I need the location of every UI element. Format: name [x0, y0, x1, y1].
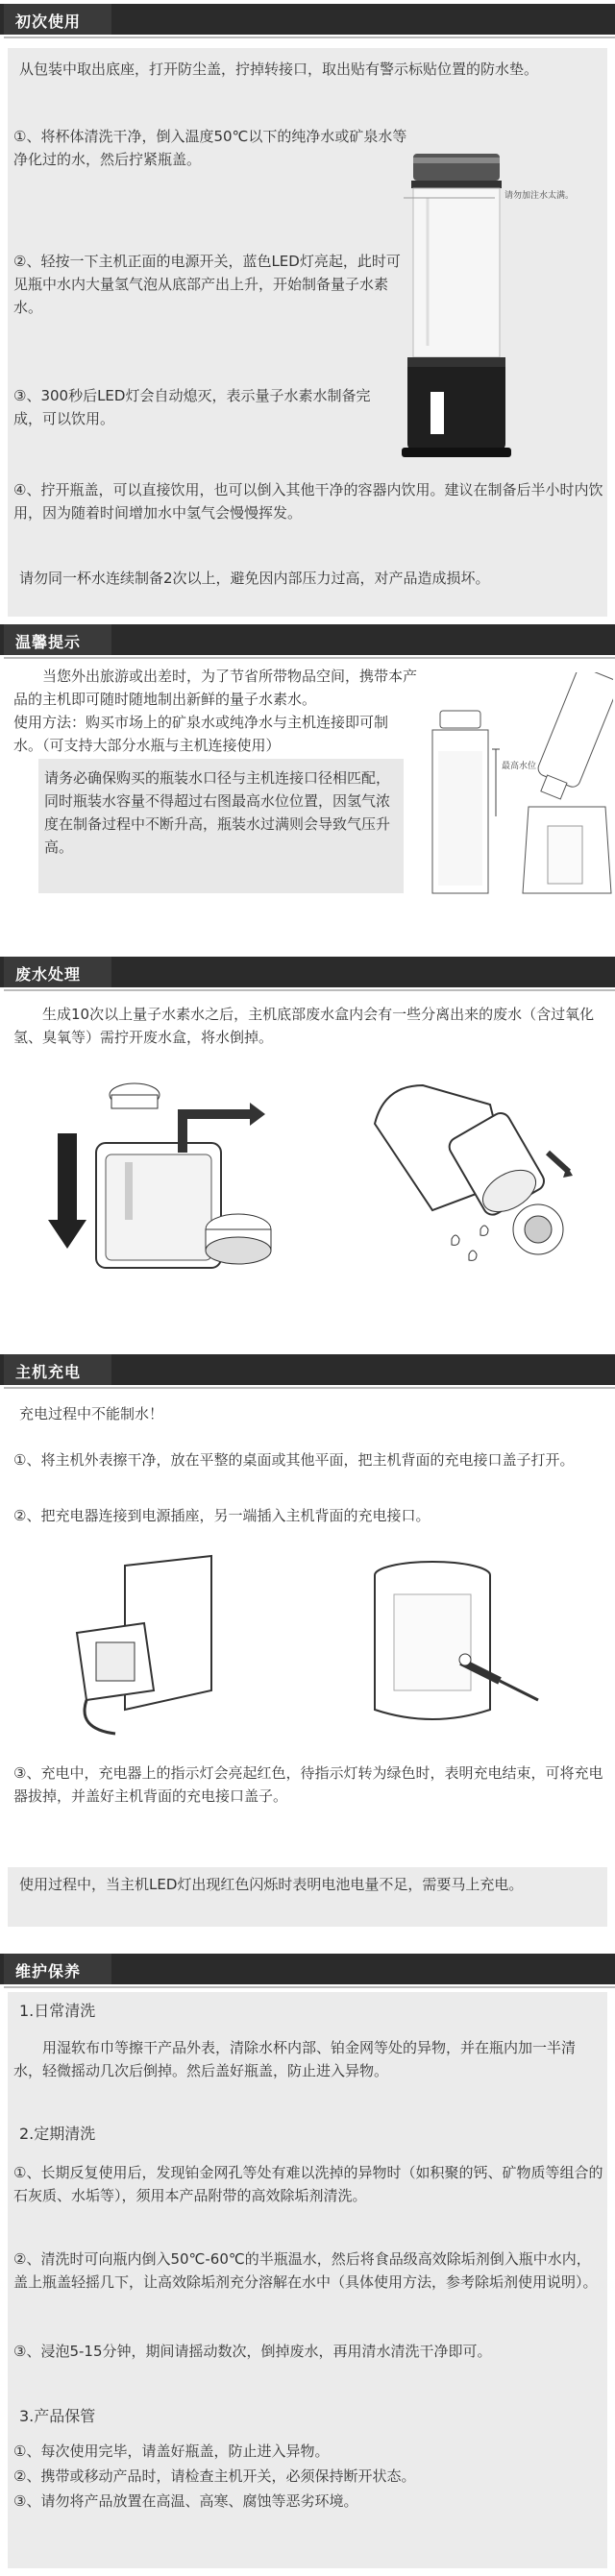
waste-water-pouring-illustration — [346, 1066, 596, 1287]
section-title: 维护保养 — [15, 1962, 82, 1981]
hydrogen-bottle-illustration — [384, 144, 605, 466]
waste-text: 生成10次以上量子水素水之后，主机底部废水盒内会有一些分离出来的废水（含过氧化氢、臭氧等）需拧开废水盒，将水倒掉。 — [13, 1006, 595, 1046]
daily-cleaning-text: 用湿软布巾等擦干产品外表，清除水杯内部、铂金网等处的异物，并在瓶内加一半清水，轻微摇动几次后倒掉。然后盖好瓶盖，防止进入异物。 — [13, 2039, 577, 2079]
charging-note: 使用过程中，当主机LED灯出现红色闪烁时表明电池电量不足，需要马上充电。 — [19, 1876, 524, 1893]
periodic-cleaning-title: 2.定期清洗 — [19, 2125, 96, 2143]
tips-note-text: 请务必确保购买的瓶装水口径与主机连接口径相匹配，同时瓶装水容量不得超过右图最高水位位置，因氢气浓度在制备过程中不断升高，瓶装水过满则会导致气压升高。 — [44, 769, 391, 856]
periodic-cleaning-2: ②、清洗时可向瓶内倒入50℃-60℃的半瓶温水，然后将食品级高效除垢剂倒入瓶中水内，盖上瓶盖轻摇几下，让高效除垢剂充分溶解在水中（具体使用方法，参考除垢剂使用说明）。 — [13, 2250, 598, 2291]
first-use-step-1: ①、将杯体清洗干净，倒入温度50℃以下的纯净水或矿泉水等净化过的水，然后拧紧瓶盖。 — [13, 128, 407, 168]
bottle-fill-warning: 请勿加注水太满。 — [504, 191, 575, 201]
storage-item-1: ①、每次使用完毕，请盖好瓶盖，防止进入异物。 — [13, 2442, 330, 2460]
first-use-intro: 从包装中取出底座，打开防尘盖，拧掉转接口，取出贴有警示标贴位置的防水垫。 — [19, 61, 539, 78]
max-water-level-label: 最高水位 — [502, 762, 537, 771]
storage-item-3: ③、请勿将产品放置在高温、高寒、腐蚀等恶劣环境。 — [13, 2492, 358, 2510]
charging-warning: 充电过程中不能制水！ — [19, 1405, 164, 1422]
section-header-first-use — [0, 4, 615, 35]
section-title: 废水处理 — [15, 965, 82, 984]
waste-box-removal-illustration — [38, 1066, 308, 1287]
section-header-charging — [0, 1354, 615, 1385]
section-header-maintenance — [0, 1954, 615, 1984]
daily-cleaning-title: 1.日常清洗 — [19, 2002, 96, 2020]
tips-para-1: 当您外出旅游或出差时，为了节省所带物品空间，携带本产品的主机即可随时随地制出新鲜的量子水素水。 — [13, 668, 418, 708]
charging-step-1: ①、将主机外表擦干净，放在平整的桌面或其他平面，把主机背面的充电接口盖子打开。 — [13, 1451, 575, 1469]
first-use-step-4: ④、拧开瓶盖，可以直接饮用，也可以倒入其他干净的容器内饮用。建议在制备后半小时内饮用，因为随着时间增加水中氢气会慢慢挥发。 — [13, 481, 603, 522]
bottled-water-illustration — [421, 672, 613, 903]
charging-port-illustration — [346, 1546, 557, 1738]
first-use-warning: 请勿同一杯水连续制备2次以上，避免因内部压力过高，对产品造成损坏。 — [19, 570, 490, 587]
periodic-cleaning-1: ①、长期反复使用后，发现铂金网孔等处有难以洗掉的异物时（如积聚的钙、矿物质等组合的石灰质、水垢等），须用本产品附带的高效除垢剂清洗。 — [13, 2164, 603, 2204]
first-use-step-3: ③、300秒后LED灯会自动熄灭，表示量子水素水制备完成，可以饮用。 — [13, 387, 371, 427]
storage-title: 3.产品保管 — [19, 2407, 96, 2425]
section-title: 初次使用 — [15, 12, 82, 31]
storage-item-2: ②、携带或移动产品时，请检查主机开关，必须保持断开状态。 — [13, 2467, 416, 2485]
wall-outlet-charger-illustration — [58, 1546, 250, 1738]
section-header-waste — [0, 957, 615, 987]
section-title: 主机充电 — [15, 1363, 82, 1381]
tips-para-2: 使用方法：购买市场上的矿泉水或纯净水与主机连接即可制水。（可支持大部分水瓶与主机连接使用） — [13, 714, 389, 754]
charging-step-2: ②、把充电器连接到电源插座，另一端插入主机背面的充电接口。 — [13, 1507, 430, 1524]
periodic-cleaning-3: ③、浸泡5-15分钟，期间请摇动数次，倒掉废水，再用清水清洗干净即可。 — [13, 2343, 492, 2360]
first-use-step-2: ②、轻按一下主机正面的电源开关，蓝色LED灯亮起，此时可见瓶中水内大量氢气泡从底部产出上升，开始制备量子水素水。 — [13, 253, 401, 316]
section-header-tips — [0, 624, 615, 655]
section-title: 温馨提示 — [15, 633, 82, 651]
charging-step-3: ③、充电中，充电器上的指示灯会亮起红色，待指示灯转为绿色时，表明充电结束，可将充电器拔掉，并盖好主机背面的充电接口盖子。 — [13, 1764, 603, 1805]
